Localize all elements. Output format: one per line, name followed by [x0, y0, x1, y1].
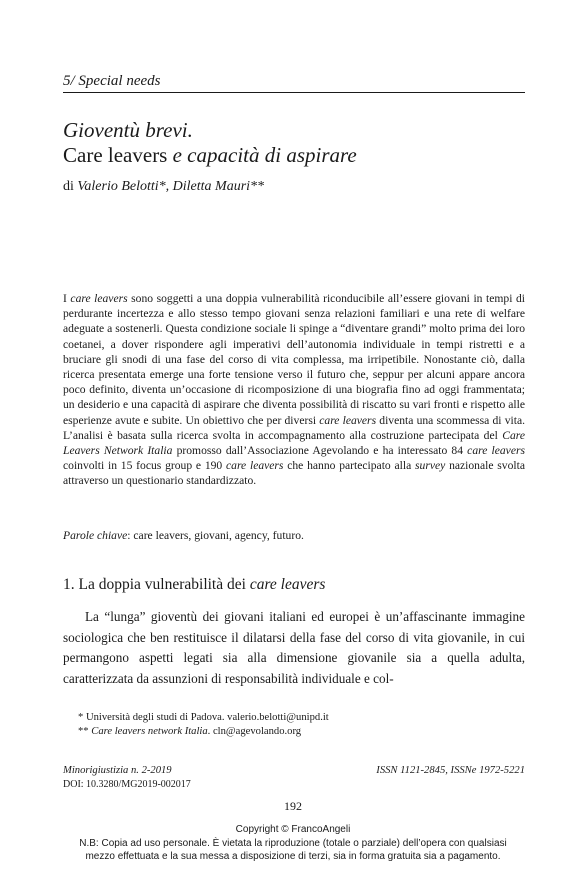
section-heading: [63, 575, 525, 595]
author-line: [63, 178, 533, 196]
issn: ISSN 1121-2845, ISSNe 1972-5221: [376, 765, 525, 776]
section-heading-term: care leavers: [249, 576, 326, 593]
abstract-text: sono soggetti a una doppia vulnerabilità riconducibile all’essere giovani in tempi di perdurante incertezza e allo stesso tempo giovani senza relazioni familiari e una rete di welfare adeguate a sostenerli. Questa condizione sociale li spinge a “diventare grandi” molto prima dei loro coetanei, a dover rispondere agli imperativi dell’autonomia individuale in tempi ristretti e a bruciare gli snodi di una fase del corso di vita complessa, ma irripetibile. Nonostante ciò, dalla ricerca presentata emerge una forte tensione verso il futuro che, seppur per alcuni appare ancora poco definito, diventa un’occasione di ricomposizione di una biografia fino ad oggi frammentata; un desiderio e una capacità di aspirare che diventa possibilità di riscatto su vari fronti e rispetto alle esperienze avute e subite. Un obiettivo che per diversi: [63, 292, 525, 427]
copyright-disclaimer-2: mezzo effettuata e la sua messa a disposizione di terzi, sia in forma gratuita sia a pagamento.: [85, 851, 501, 862]
abstract-term: care leavers: [226, 459, 284, 473]
abstract: [63, 291, 525, 489]
section-label: 5/ Special needs: [63, 73, 161, 89]
title-subtitle: e capacità di aspirare: [167, 143, 357, 167]
footnote-mark: **: [78, 726, 92, 737]
abstract-term: care leavers: [319, 413, 377, 427]
footnote-2: [78, 725, 525, 739]
abstract-term: care leavers: [70, 292, 128, 305]
abstract-text: I: [63, 292, 71, 305]
abstract-term: survey: [415, 459, 446, 473]
abstract-term: Care Leavers Network Italia: [63, 428, 525, 458]
article-title: [63, 118, 533, 168]
body-paragraph: La “lunga” gioventù dei giovani italiani ed europei è un’affascinante immagine sociologica che ben restituisce il dilatarsi della fase del corso di vita giovanile, in cui permangono aspetti legati sia alla dimensione giovanile sia a quella adulta, caratterizzata da assunzioni di responsabilità individuale e col-: [63, 609, 525, 686]
footnotes: [78, 711, 525, 739]
footnote-1: * Università degli studi di Padova. valerio.belotti@unipd.it: [78, 712, 329, 723]
section-header: [63, 72, 525, 93]
abstract-text: che hanno partecipato alla: [283, 459, 416, 473]
copyright-disclaimer-1: N.B: Copia ad uso personale. È vietata la riproduzione (totale o parziale) dell’opera con qualsiasi: [79, 837, 507, 849]
title-line-2: [63, 143, 533, 168]
doi: DOI: 10.3280/MG2019-002017: [63, 779, 191, 790]
abstract-paragraph: [63, 291, 525, 489]
section-heading-text: 1. La doppia vulnerabilità dei: [63, 576, 250, 593]
footnote-org: Care leavers network Italia: [91, 726, 208, 737]
keywords-label: Parole chiave: [63, 529, 128, 542]
page-number: 192: [284, 799, 302, 813]
body-text: [63, 607, 525, 689]
title-line-1: Gioventù brevi.: [63, 118, 193, 142]
author-prefix: di: [63, 179, 78, 194]
abstract-term: care leavers: [467, 444, 525, 458]
title-term: Care leavers: [63, 143, 168, 167]
journal-reference: Minorigiustizia n. 2-2019: [63, 765, 172, 776]
author-names: Valerio Belotti*, Diletta Mauri**: [77, 179, 265, 194]
abstract-text: diventa una scommessa di vita. L’analisi è basata sulla ricerca svolta in accompagnamento alla costruzione partecipata del: [63, 413, 525, 442]
abstract-text: nazionale svolta attraverso un questionario standardizzato.: [63, 459, 525, 488]
abstract-text: promosso dall’Associazione Agevolando e ha interessato 84: [172, 444, 468, 458]
abstract-text: coinvolti in 15 focus group e 190: [63, 459, 227, 473]
keywords-list: : care leavers, giovani, agency, futuro.: [127, 529, 304, 542]
keywords: [63, 528, 525, 543]
copyright-line: Copyright © FrancoAngeli: [235, 824, 351, 835]
copyright-notice: [0, 823, 586, 864]
footnote-email: . cln@agevolando.org: [207, 726, 302, 737]
